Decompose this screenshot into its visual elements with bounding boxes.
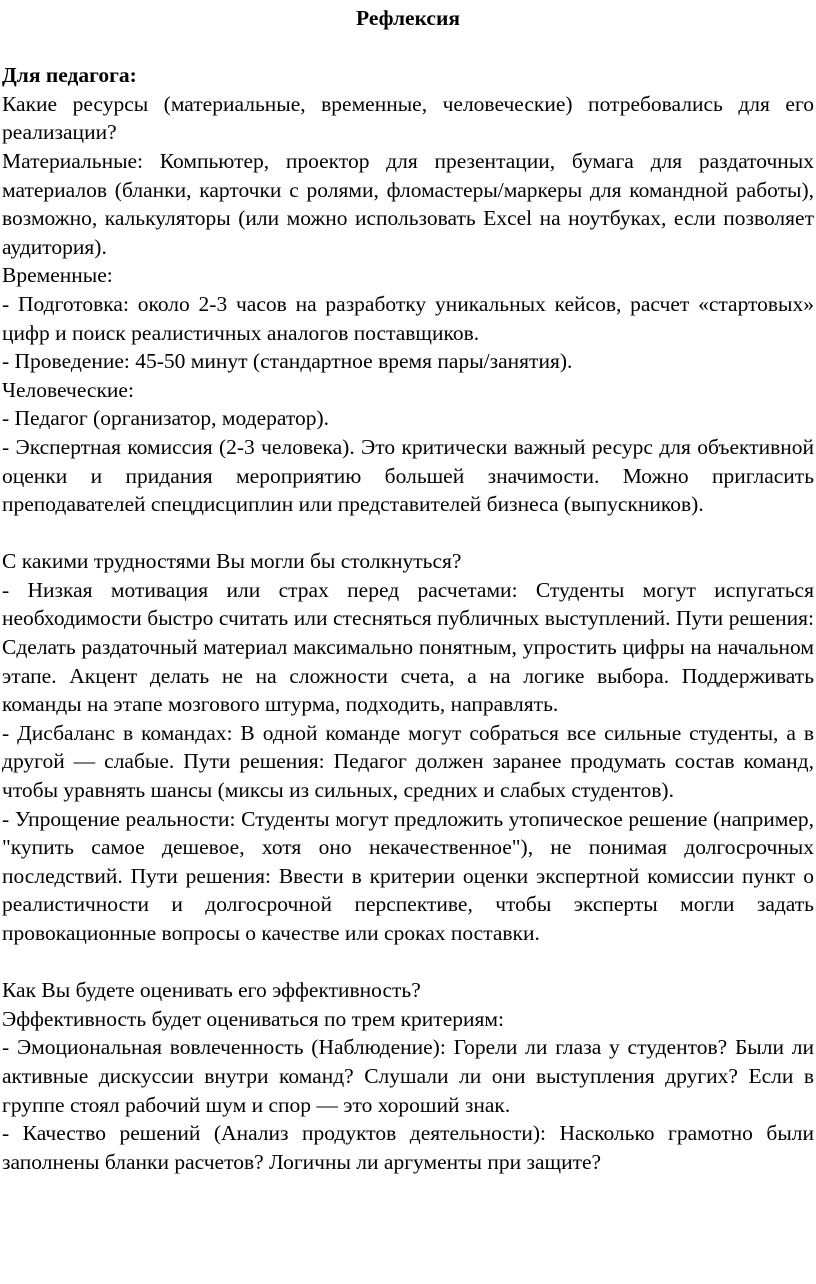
blank-line xyxy=(2,519,814,548)
paragraph-expert-commission: - Экспертная комиссия (2-3 человека). Это критически важный ресурс для объективной оценки и придания мероприятию большей значимости. Можно пригласить преподавателей спецдисциплин или представителей бизнеса (выпускников). xyxy=(2,434,814,517)
paragraph-criteria-intro: Эффективность будет оцениваться по трем критериям: xyxy=(2,1006,504,1031)
paragraph-conduct: - Проведение: 45-50 минут (стандартное время пары/занятия). xyxy=(2,349,573,374)
paragraph-time-label: Временные: xyxy=(2,263,113,288)
paragraph-preparation: - Подготовка: около 2-3 часов на разработку уникальных кейсов, расчет «стартовых» цифр и поиск реалистичных аналогов поставщиков. xyxy=(2,291,814,345)
blank-line xyxy=(2,948,814,977)
blank-line xyxy=(2,33,814,62)
paragraph-low-motivation: - Низкая мотивация или страх перед расчетами: Студенты могут испугаться необходимости быстро считать или стесняться публичных выступлений. Пути решения: Сделать раздаточный материал максимально понятным, упростить цифры на начальном этапе. Акцент делать не на сложности счета, а на логике выбора. Поддерживать команды на этапе мозгового штурма, подходить, направлять. xyxy=(2,577,814,717)
paragraph-quality-of-solutions: - Качество решений (Анализ продуктов деятельности): Насколько грамотно были заполнены бланки расчетов? Логичны ли аргументы при защите? xyxy=(2,1121,814,1174)
question-difficulties: С какими трудностями Вы могли бы столкнуться? xyxy=(2,549,462,574)
section-heading: Для педагога: xyxy=(2,63,137,88)
paragraph-material-resources: Материальные: Компьютер, проектор для презентации, бумага для раздаточных материалов (бланки, карточки с ролями, фломастеры/маркеры для командной работы), возможно, калькуляторы (или можно использовать Excel на ноутбуках, если позволяет аудитория). xyxy=(2,148,814,259)
paragraph-teacher: - Педагог (организатор, модератор). xyxy=(2,406,330,431)
question-effectiveness: Как Вы будете оценивать его эффективность? xyxy=(2,978,421,1003)
question-resources: Какие ресурсы (материальные, временные, человеческие) потребовались для его реализации? xyxy=(2,91,814,145)
document-title: Рефлексия xyxy=(355,6,460,30)
paragraph-emotional-involvement: - Эмоциональная вовлеченность (Наблюдение): Горели ли глаза у студентов? Были ли активные дискуссии внутри команд? Слушали ли они выступления других? Если в группе стоял рабочий шум и спор — это хороший знак. xyxy=(2,1035,814,1117)
paragraph-team-imbalance: - Дисбаланс в командах: В одной команде могут собраться все сильные студенты, а в другой — слабые. Пути решения: Педагог должен заранее продумать состав команд, чтобы уравнять шансы (миксы из сильных, средних и слабых студентов). xyxy=(2,720,814,803)
paragraph-simplification: - Упрощение реальности: Студенты могут предложить утопическое решение (например, "купить самое дешевое, хотя оно некачественное"), не понимая долгосрочных последствий. Пути решения: Ввести в критерии оценки экспертной комиссии пункт о реалистичности и долгосрочной перспективе, чтобы эксперты могли задать провокационные вопросы о качестве или сроках поставки. xyxy=(2,806,814,945)
paragraph-human-label: Человеческие: xyxy=(2,377,134,402)
